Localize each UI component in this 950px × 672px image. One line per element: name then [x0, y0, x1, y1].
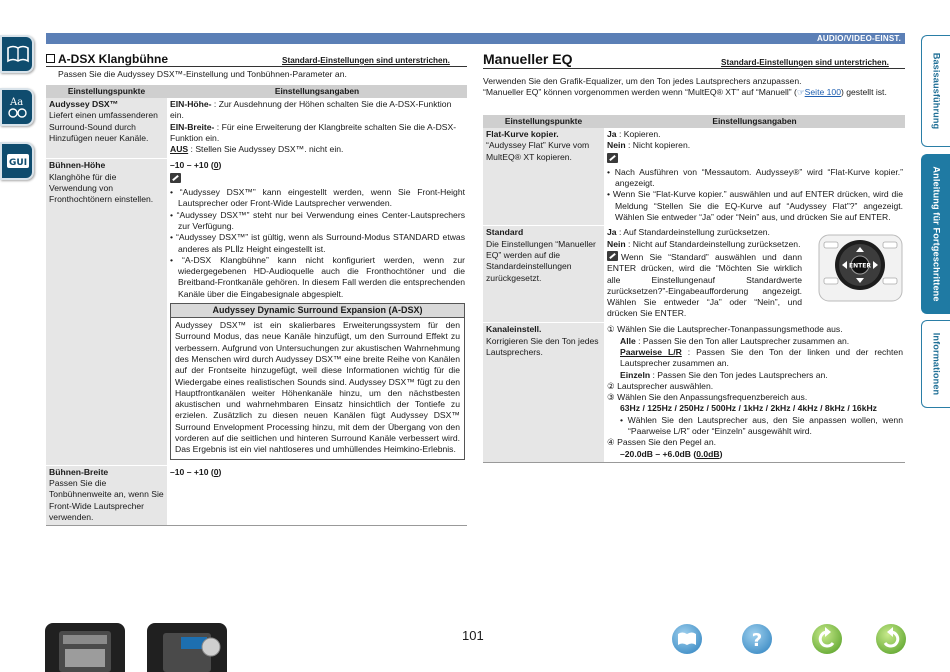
tab-basisausfuehrung[interactable]: [921, 35, 950, 147]
flat-note: • Nach Ausführen von “Messautom. Audyssey®” wird “Flat-Kurve kopier.” angezeigt.: [607, 166, 903, 189]
svg-text:?: ?: [751, 630, 763, 651]
option-aus-text: : Stellen Sie Audyssey DSX™. nicht ein.: [188, 144, 344, 155]
tab-informationen-label: Informationen: [931, 332, 942, 396]
option-ein-breite: EIN-Breite-: [170, 121, 215, 132]
step-1-icon: ①: [607, 324, 618, 335]
row-height-desc: Klanghöhe für die Verwendung von Fronthochtönern einstellen.: [49, 171, 154, 205]
option-einzeln: Einzeln: [620, 369, 651, 380]
adsx-title-rule: [46, 66, 467, 67]
step-4-text: Passen Sie den Pegel an.: [617, 437, 716, 448]
manual-eq-title: Manueller EQ: [483, 51, 573, 67]
enter-button-label: ENTER: [849, 262, 871, 270]
book-icon: [672, 624, 702, 654]
forward-button[interactable]: [876, 624, 906, 654]
table-header-details: Einstellungsangaben: [604, 115, 905, 128]
option-nein-text: : Nicht kopieren.: [625, 140, 691, 151]
option-paarweise: Paarweise L/R: [620, 346, 682, 357]
option-ein-hoehe-text: : Zur Ausdehnung der Höhen schalten Sie die A-DSX-Funktion ein.: [170, 99, 452, 121]
question-icon: [742, 624, 772, 654]
step-1: [607, 324, 903, 335]
height-note: • “Audyssey DSX™” ist gültig, wenn als Surround-Modus STANDARD etwas anderes als PLⅡz Height eingestellt ist.: [170, 232, 465, 254]
adsx-info-box: [170, 303, 465, 460]
level-range: [607, 449, 903, 460]
table-header-points: Einstellungspunkte: [483, 115, 604, 128]
step-3-text: Wählen Sie den Anpassungsfrequenzbereich aus.: [617, 392, 808, 403]
gui-icon-label: GUI: [9, 158, 28, 168]
row-dsx-desc: Liefert einen umfassenderen Surround-Sound durch Hinzufügen neuer Kanäle.: [49, 110, 158, 143]
note-icon: [170, 173, 181, 183]
option-aus: AUS: [170, 144, 189, 155]
table-row-width: [46, 465, 467, 525]
option-paarweise-text: : Passen Sie den Ton der linken und der rechten Lautsprecher zusammen an.: [620, 346, 903, 369]
page-ref-text: Seite 100: [804, 87, 841, 98]
tab-fortgeschrittene[interactable]: [921, 154, 950, 314]
page-ref-link[interactable]: [797, 87, 841, 97]
level-range-suffix: ): [719, 448, 723, 459]
width-range-default: 0: [213, 466, 219, 477]
row-dsx-name: Audyssey DSX™: [49, 99, 119, 109]
option-ja-text: : Kopieren.: [616, 129, 661, 139]
step-1-text: Wählen Sie die Lautsprecher-Tonanpassungsmethode aus.: [617, 324, 843, 335]
row-channel-desc: Korrigieren Sie den Ton jedes Lautsprechers.: [486, 335, 599, 357]
width-range-suffix: ): [218, 466, 222, 477]
option-nein: Nein: [607, 140, 626, 151]
standard-note-text: Wenn Sie “Standard” auswählen und dann ENTER drücken, wird die “Möchten Sie wirklich alle Einstellungenauf Standardwerte zurücksetzen?”-Eingabeaufforderung angezeigt. Wählen Sie entweder “Ja” oder “Nein”, und drücken Sie ENTER.: [607, 251, 802, 319]
step-1-option: [607, 370, 903, 381]
eq-title-rule: [483, 68, 905, 69]
eq-intro-line: Verwenden Sie den Grafik-Equalizer, um den Ton jedes Lautsprechers anzupassen.: [483, 76, 802, 86]
step-1-option: [607, 347, 903, 370]
step-3: [607, 392, 903, 403]
step-1-option: [607, 336, 903, 347]
step-2-text: Lautsprecher auswählen.: [617, 380, 714, 391]
adsx-default-note: Standard-Einstellungen sind unterstrichen.: [282, 56, 450, 65]
adsx-info-box-text: Audyssey DSX™ ist ein skalierbares Erweiterungssystem für den Surround Modus, das neue Kanäle hinzufügt, um den Surround Effekt zu verbessern. Aufgrund von Untersuchungen zur akustischen Wahrnehmung des Menschen wird durch Audyssey DSX™ eine breite Reihe von Kanälen auf der Frontseite hinzugefügt, weil diese Informationen wichtig für die Wiedergabe eines realistischen Sounds sind. Audyssey DSX™ fügt zu den Hauptfrontkanälen weiter Höhenkanäle hinzu, um den nächstbesten akustischen und wahrnehmbaren Einsatz hinsichtlich der Tontiefe zu erzielen. Zusätzlich zu diesen neuen Kanälen fügt Audyssey DSX™ Surround Envelopment Processing hinzu, mit dem der Übergang von den vorderen auf die seitlichen und hinteren Surround Kanäle verbessert wird. Das Ergebnis ist ein viel nahtloseres und umhüllendes Heimkino-Erlebnis.: [175, 320, 460, 455]
option-ein-breite-text: : Für eine Erweiterung der Klangbreite schalten Sie die A-DSX-Funktion ein.: [170, 121, 457, 143]
flat-note-text: Wenn Sie “Flat-Kurve kopier.” auswählen und auf ENTER drücken, wird die Meldung “Stellen Sie die EQ-Kurve auf “Audyssey Flat”?” angezeigt. Wählen Sie entweder “Ja” oder “Nein” aus, und drücken Sie auf ENTER.: [612, 189, 903, 223]
option-alle: Alle: [620, 335, 636, 346]
step-3-note-text: Wählen Sie den Lautsprecher aus, den Sie anpassen wollen, wenn “Paarweise L/R” oder “Einzeln” ausgewählt wird.: [627, 414, 903, 437]
option-nein: Nein: [607, 238, 626, 249]
tab-basisausfuehrung-label: Basisausführung: [931, 52, 942, 130]
height-note-text: “Audyssey DSX™” ist gültig, wenn als Surround-Modus STANDARD etwas anderes als PLⅡz Height eingestellt ist.: [175, 232, 465, 254]
display-thumbnail[interactable]: [147, 623, 227, 672]
page-ref-icon: ☞: [796, 87, 805, 98]
flat-note: • Wenn Sie “Flat-Kurve kopier.” auswählen und auf ENTER drücken, wird die Meldung “Stellen Sie die EQ-Kurve auf “Audyssey Flat”?” angezeigt. Wählen Sie entweder “Ja” oder “Nein” aus, und drücken Sie auf ENTER.: [607, 189, 903, 223]
step-2: [607, 381, 903, 392]
row-width-desc: Passen Sie die Tonbühnenweite an, wenn Sie Front-Wide Lautsprecher verwenden.: [49, 477, 164, 522]
level-range-prefix: –20.0dB – +6.0dB (: [620, 448, 697, 459]
row-width-name: Bühnen-Breite: [49, 466, 109, 477]
contents-icon[interactable]: [0, 35, 34, 73]
frequency-list: 63Hz / 125Hz / 250Hz / 500Hz / 1kHz / 2kHz / 4kHz / 8kHz / 16kHz: [620, 403, 877, 414]
row-standard-name: Standard: [486, 227, 524, 238]
undo-arrow-icon: [812, 624, 842, 654]
width-range: [170, 467, 465, 478]
eq-default-note: Standard-Einstellungen sind unterstrichen.: [721, 58, 889, 67]
flat-note-text: Nach Ausführen von “Messautom. Audyssey®” wird “Flat-Kurve kopier.” angezeigt.: [614, 166, 903, 189]
row-height-name: Bühnen-Höhe: [49, 160, 106, 171]
height-note: • “Audyssey DSX™” steht nur bei Verwendung eines Center-Lautsprechers zur Verfügung.: [170, 209, 465, 231]
note-icon: [607, 153, 618, 163]
remote-control-illustration: [818, 234, 903, 302]
height-range-default: 0: [213, 160, 219, 171]
option-ein-hoehe: EIN-Höhe-: [170, 99, 212, 109]
standard-note: [607, 250, 802, 320]
row-flat-desc: “Audyssey Flat” Kurve vom MultEQ® XT kopieren.: [486, 140, 590, 162]
height-range-suffix: ): [218, 160, 222, 171]
svg-text:Aa: Aa: [10, 97, 24, 108]
table-header-details: Einstellungsangaben: [167, 85, 467, 98]
option-nein-text: : Nicht auf Standardeinstellung zurücksetzen.: [625, 238, 801, 249]
level-range-default: 0.0dB: [696, 448, 720, 459]
option-alle-text: : Passen Sie den Ton aller Lautsprecher zusammen an.: [635, 335, 850, 346]
option-ja-text: : Auf Standardeinstellung zurücksetzen.: [616, 227, 770, 238]
section-header-bar: [46, 33, 905, 44]
step-2-icon: ②: [607, 380, 618, 391]
row-standard-desc: Die Einstellungen “Manueller EQ” werden auf die Standardeinstellungen zurückgesetzt.: [486, 238, 596, 283]
note-icon: [607, 251, 618, 261]
adsx-title-text: A-DSX Klangbühne: [58, 52, 168, 66]
option-ja: Ja: [607, 129, 617, 139]
checkbox-icon: [46, 54, 55, 63]
adsx-info-box-title: Audyssey Dynamic Surround Expansion (A-DSX): [171, 304, 464, 318]
width-range-prefix: –10 – +10 (: [170, 466, 214, 477]
table-row-flat: [483, 128, 905, 226]
step-3-icon: ③: [607, 392, 618, 403]
front-panel-thumbnail[interactable]: [45, 623, 125, 672]
height-note-text: “Audyssey DSX™” kann eingestellt werden, wenn Sie Front-Height Lautsprecher oder Front-Wide Lautsprecher verwenden.: [178, 187, 465, 209]
back-button[interactable]: [812, 624, 842, 654]
table-header-points: Einstellungspunkte: [46, 85, 167, 98]
height-note-text: “A-DSX Klangbühne” kann nicht konfiguriert werden, wenn zur wiedergegebenen HD-Audioquelle auch die Fronthochtöner und die Breitband-Frontkanäle gehören. In diesem Fall werden die entsprechenden Kanäle über die Eingabesignale abgespielt.: [178, 254, 465, 299]
row-channel-name: Kanaleinstell.: [486, 324, 542, 335]
redo-arrow-icon: [876, 624, 906, 654]
table-row-channel: [483, 323, 905, 463]
option-einzeln-text: : Passen Sie den Ton jedes Lautsprechers an.: [650, 369, 828, 380]
table-row-dsx: [46, 98, 467, 159]
height-note-text: “Audyssey DSX™” steht nur bei Verwendung eines Center-Lautsprechers zur Verfügung.: [176, 209, 465, 231]
eq-intro-end: ) gestellt ist.: [840, 87, 887, 98]
gui-icon[interactable]: [0, 142, 34, 180]
height-range-prefix: –10 – +10 (: [170, 160, 214, 171]
height-note: • “A-DSX Klangbühne” kann nicht konfiguriert werden, wenn zur wiedergegebenen HD-Audioquelle auch die Fronthochtöner und die Breitband-Frontkanäle gehören. In diesem Fall werden die entsprechenden Kanäle über die Eingabesignale abgespielt.: [170, 254, 465, 299]
contents-button[interactable]: [672, 624, 702, 654]
tab-fortgeschrittene-label: Anleitung für Fortgeschrittene: [931, 166, 942, 302]
height-note: • “Audyssey DSX™” kann eingestellt werden, wenn Sie Front-Height Lautsprecher oder Front-Wide Lautsprecher verwenden.: [170, 187, 465, 209]
adsx-intro: Passen Sie die Audyssey DSX™-Einstellung und Tonbühnen-Parameter an.: [58, 69, 347, 79]
adsx-section-title: [46, 52, 168, 67]
row-flat-name: Flat-Kurve kopier.: [486, 129, 559, 139]
eq-intro-line: “Manueller EQ” können vorgenommen werden wenn “MultEQ® XT” auf “Manuell” (: [483, 87, 797, 98]
table-row-height: [46, 159, 467, 465]
height-range: [170, 160, 465, 171]
step-4: [607, 437, 903, 448]
option-ja: Ja: [607, 227, 617, 238]
adsx-settings-table: [46, 85, 467, 526]
page-number: 101: [462, 628, 484, 643]
help-button[interactable]: [742, 624, 772, 654]
section-label: AUDIO/VIDEO-EINST.: [816, 34, 901, 43]
step-4-icon: ④: [607, 437, 618, 448]
eq-intro: [483, 76, 905, 99]
step-3-note: • Wählen Sie den Lautsprecher aus, den Sie anpassen wollen, wenn “Paarweise L/R” oder “Einzeln” ausgewählt wird.: [620, 414, 903, 437]
tab-informationen[interactable]: [921, 320, 950, 408]
index-icon[interactable]: [0, 88, 34, 126]
